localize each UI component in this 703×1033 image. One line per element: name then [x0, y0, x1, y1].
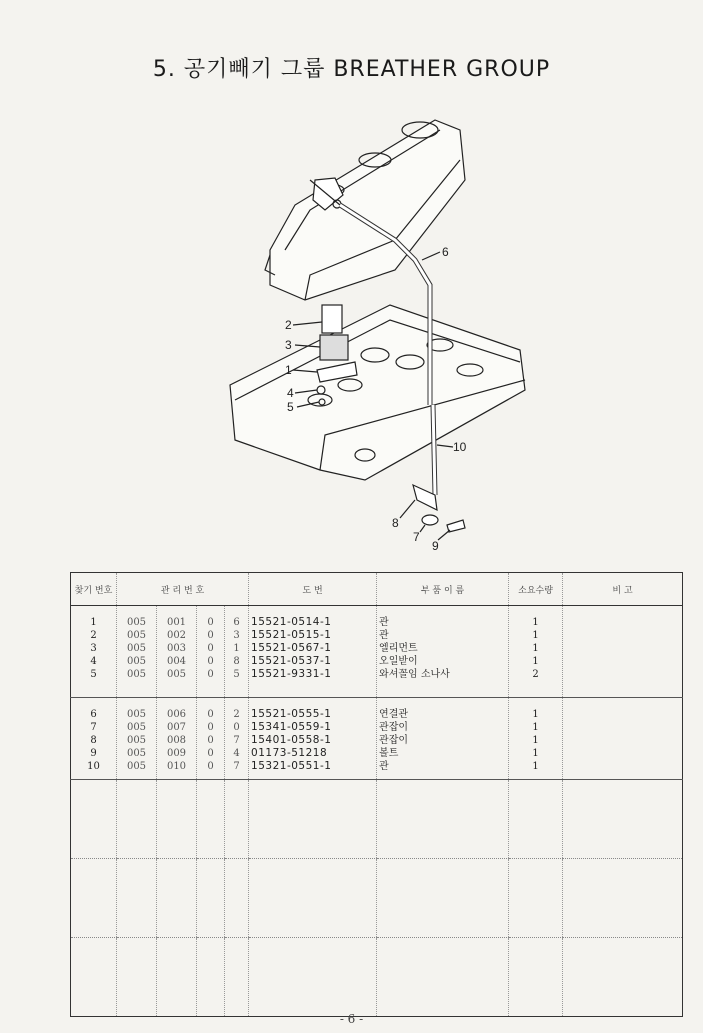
remarks-cell [563, 606, 683, 698]
control-check-cell: 2 0 7 4 7 [225, 698, 249, 780]
blank-row [71, 859, 683, 938]
header-find-no: 찾기 번호 [71, 573, 117, 606]
control-item-cell: 006 007 008 009 010 [157, 698, 197, 780]
breather-group-diagram [225, 100, 535, 560]
remarks-cell [563, 698, 683, 780]
find-no-cell: 6 7 8 9 10 [71, 698, 117, 780]
page-number: - 6 - [339, 1012, 364, 1026]
callout-7: 7 [413, 530, 420, 544]
callout-2: 2 [285, 318, 292, 332]
page-title: 5. 공기빼기 그룹 BREATHER GROUP [152, 57, 551, 82]
header-quantity: 소요수량 [509, 573, 563, 606]
drawing-no-cell: 15521-0555-1 15341-0559-1 15401-0558-1 01173-51218 15321-0551-1 [249, 698, 377, 780]
callout-6: 6 [442, 245, 449, 259]
header-remarks: 비 고 [563, 573, 683, 606]
callout-3: 3 [285, 338, 292, 352]
callout-8: 8 [392, 516, 399, 530]
part-name-cell: 관 관 엘리먼트 오일받이 와셔꼴임 소나사 [377, 606, 509, 698]
table-row [71, 698, 683, 780]
control-group-cell: 005 005 005 005 005 [117, 698, 157, 780]
callout-5: 5 [287, 400, 294, 414]
control-check-cell: 6 3 1 8 5 [225, 606, 249, 698]
control-rev-cell: 0 0 0 0 0 [197, 698, 225, 780]
parts-group-2 [71, 698, 683, 780]
control-rev-cell: 0 0 0 0 0 [197, 606, 225, 698]
blank-rows [71, 780, 683, 1017]
parts-group-1 [71, 606, 683, 698]
table-row [71, 606, 683, 698]
header-part-name: 부 품 이 름 [377, 573, 509, 606]
quantity-cell: 1 1 1 1 1 [509, 698, 563, 780]
quantity-cell: 1 1 1 1 2 [509, 606, 563, 698]
part-name-cell: 연결관 관잡이 관잡이 볼트 관 [377, 698, 509, 780]
callout-4: 4 [287, 386, 294, 400]
find-no-cell: 1 2 3 4 5 [71, 606, 117, 698]
blank-row [71, 938, 683, 1017]
callout-1: 1 [285, 363, 292, 377]
drawing-no-cell: 15521-0514-1 15521-0515-1 15521-0567-1 15521-0537-1 15521-9331-1 [249, 606, 377, 698]
callout-10: 10 [453, 440, 467, 454]
parts-table [70, 572, 683, 1017]
blank-row [71, 780, 683, 859]
callout-9: 9 [432, 539, 439, 553]
control-group-cell: 005 005 005 005 005 [117, 606, 157, 698]
table-header [71, 573, 683, 606]
header-control-no: 관 리 번 호 [117, 573, 249, 606]
control-item-cell: 001 002 003 004 005 [157, 606, 197, 698]
header-drawing-no: 도 번 [249, 573, 377, 606]
